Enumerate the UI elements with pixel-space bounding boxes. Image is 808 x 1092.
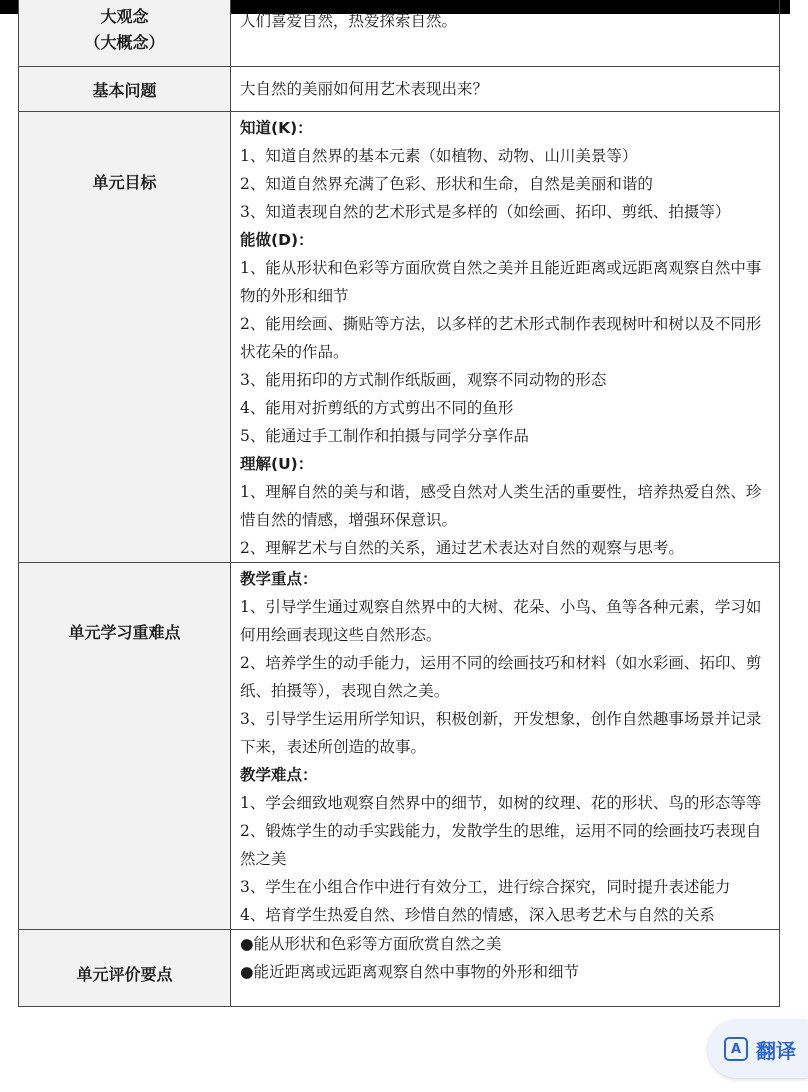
row-key-points [19,563,780,930]
difficulty-heading: 教学难点： [240,766,318,784]
understand-item: 1、理解自然的美与和谐，感受自然对人类生活的重要性，培养热爱自然、珍惜自然的情感，增强环保意识。 [240,483,762,529]
big-idea-label [19,0,231,67]
row-evaluation [19,930,780,1007]
difficulty-item: 3、学生在小组合作中进行有效分工，进行综合探究，同时提升表述能力 [240,878,731,896]
translate-label: 翻译 [756,1038,796,1063]
row-unit-goals [19,112,780,563]
know-item: 1、知道自然界的基本元素（如植物、动物、山川美景等） [240,147,638,165]
essential-question-label: 基本问题 [19,67,231,112]
unit-plan-table [18,0,780,1007]
row-big-idea [19,0,780,67]
translate-button[interactable] [708,1020,808,1078]
difficulty-item: 1、学会细致地观察自然界中的细节，如树的纹理、花的形状、鸟的形态等等 [240,794,762,812]
big-idea-label-line1: 大观念 [100,6,149,26]
do-item: 5、能通过手工制作和拍摄与同学分享作品 [240,427,529,445]
big-idea-content: 人们喜爱自然，热爱探索自然。 [240,12,458,30]
key-points-cell [231,563,780,930]
big-idea-cell [231,0,780,67]
do-item: 3、能用拓印的方式制作纸版画，观察不同动物的形态 [240,371,607,389]
evaluation-cell [231,930,780,1007]
understand-item: 2、理解艺术与自然的关系，通过艺术表达对自然的观察与思考。 [240,539,684,557]
unit-goals-label: 单元目标 [19,112,231,563]
unit-goals-cell [231,112,780,563]
know-item: 3、知道表现自然的艺术形式是多样的（如绘画、拓印、剪纸、拍摄等） [240,203,731,221]
do-item: 2、能用绘画、撕贴等方法，以多样的艺术形式制作表现树叶和树以及不同形状花朵的作品。 [240,315,762,361]
evaluation-item: ●能近距离或远距离观察自然中事物的外形和细节 [240,963,580,981]
row-essential-question [19,67,780,112]
do-item: 1、能从形状和色彩等方面欣赏自然之美并且能近距离或远距离观察自然中事物的外形和细节 [240,259,762,305]
essential-question-content: 大自然的美丽如何用艺术表现出来？ [240,80,489,98]
translate-icon: A [724,1037,748,1061]
essential-question-cell [231,67,780,112]
difficulty-item: 4、培育学生热爱自然、珍惜自然的情感，深入思考艺术与自然的关系 [240,906,715,924]
big-idea-label-line2: （大概念） [84,32,165,52]
do-item: 4、能用对折剪纸的方式剪出不同的鱼形 [240,399,514,417]
understand-heading: 理解(U)： [240,455,314,473]
know-item: 2、知道自然界充满了色彩、形状和生命，自然是美丽和谐的 [240,175,653,193]
evaluation-label: 单元评价要点 [19,930,231,1007]
focus-item: 1、引导学生通过观察自然界中的大树、花朵、小鸟、鱼等各种元素，学习如何用绘画表现这些自然形态。 [240,598,762,644]
evaluation-item: ●能从形状和色彩等方面欣赏自然之美 [240,935,502,953]
know-heading: 知道(K)： [240,119,313,137]
key-points-label: 单元学习重难点 [19,563,231,930]
focus-item: 3、引导学生运用所学知识，积极创新，开发想象，创作自然趣事场景并记录下来，表述所创造的故事。 [240,710,762,756]
focus-heading: 教学重点： [240,570,318,588]
focus-item: 2、培养学生的动手能力，运用不同的绘画技巧和材料（如水彩画、拓印、剪纸、拍摄等），表现自然之美。 [240,654,762,700]
difficulty-item: 2、锻炼学生的动手实践能力，发散学生的思维，运用不同的绘画技巧表现自然之美 [240,822,762,868]
do-heading: 能做(D)： [240,231,314,249]
